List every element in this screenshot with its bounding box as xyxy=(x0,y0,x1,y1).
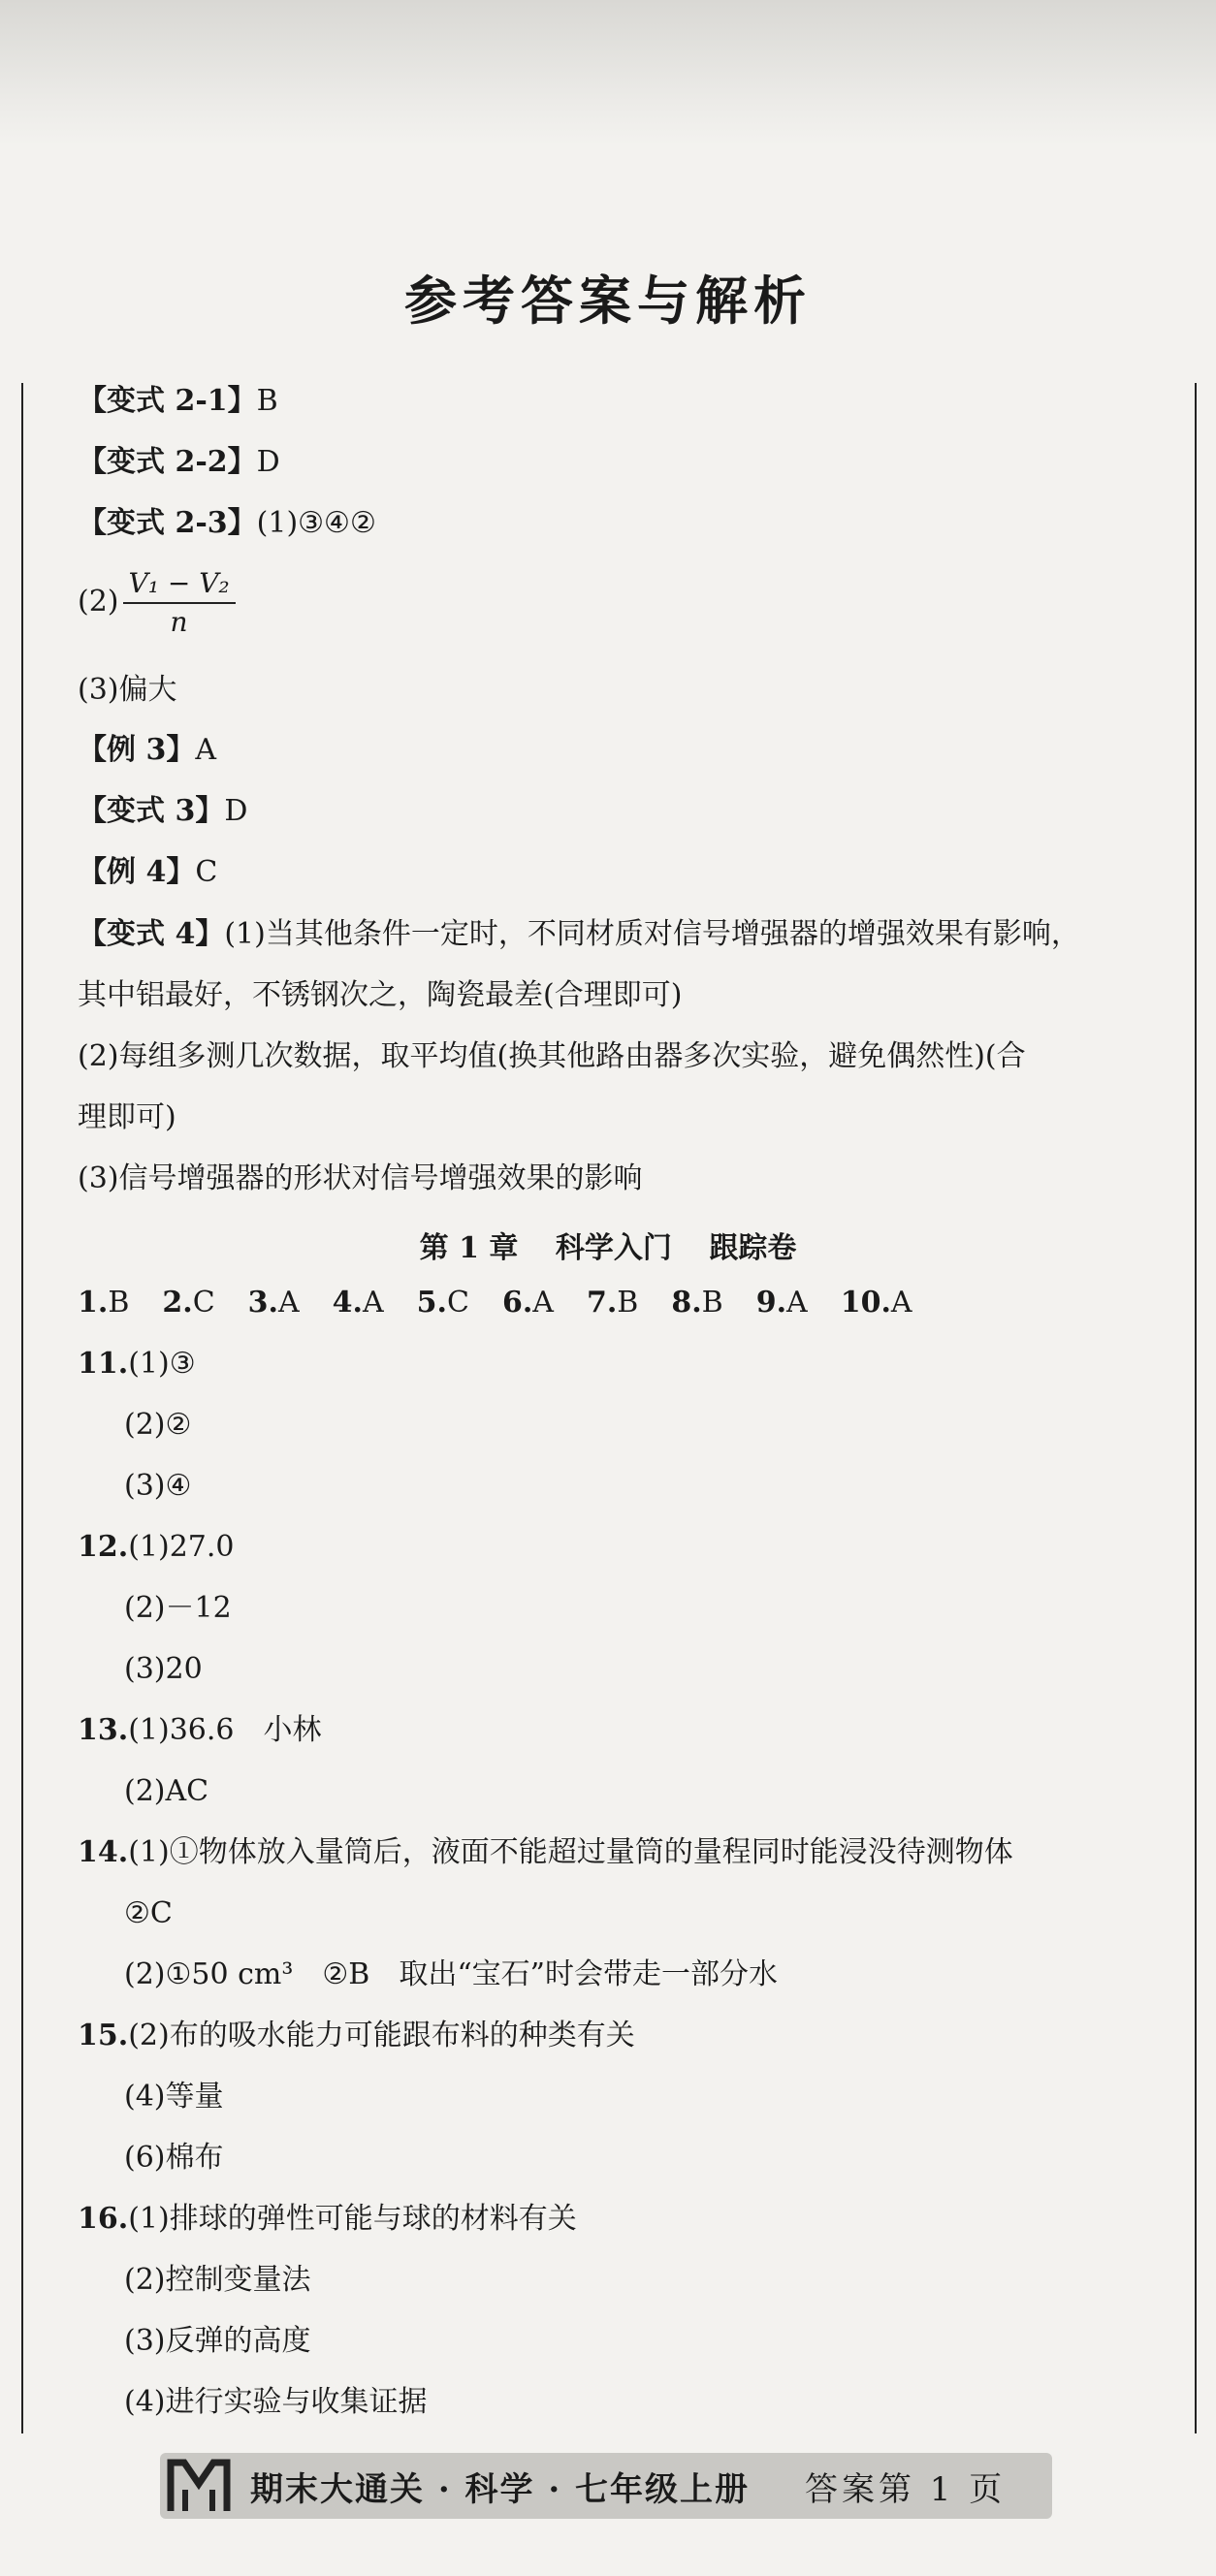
mc-answer xyxy=(671,1286,722,1320)
answer-text: (1)当其他条件一定时，不同材质对信号增强器的增强效果有影响， xyxy=(224,917,1080,951)
multiple-choice-answers xyxy=(78,1282,945,1324)
answer-text: 理即可) xyxy=(78,1100,176,1134)
answer-text: (2)AC xyxy=(124,1774,209,1808)
answer-text: (2)①50 cm³ ②B 取出“宝石”时会带走一部分水 xyxy=(124,1957,778,1991)
answer-label: 【变式 2-1】 xyxy=(78,384,257,418)
answer-text: D xyxy=(224,794,248,828)
book-logo-icon xyxy=(165,2455,233,2515)
answer-line xyxy=(78,974,682,1017)
answer-text: (2)控制变量法 xyxy=(124,2263,311,2297)
mc-answer xyxy=(417,1286,469,1320)
mc-number: 8. xyxy=(671,1286,702,1320)
answer-line xyxy=(78,729,216,772)
answer-line xyxy=(124,1404,191,1447)
question-number: 16. xyxy=(78,2202,129,2236)
answer-line xyxy=(78,2198,577,2241)
question-number: 15. xyxy=(78,2019,129,2052)
answer-line xyxy=(78,502,376,545)
mc-answer xyxy=(333,1286,384,1320)
mc-number: 10. xyxy=(840,1286,891,1320)
answer-text: (3)④ xyxy=(124,1469,192,1503)
section-name: 科学入门 xyxy=(555,1231,672,1265)
mc-number: 3. xyxy=(247,1286,278,1320)
answer-text: C xyxy=(195,855,218,889)
answer-text: (4)进行实验与收集证据 xyxy=(124,2385,428,2419)
answer-label: 【变式 4】 xyxy=(78,917,225,951)
left-margin-rule xyxy=(21,383,23,2433)
mc-choice: A xyxy=(532,1286,554,1320)
answer-line xyxy=(78,913,1080,956)
answer-text: 其中铝最好，不锈钢次之，陶瓷最差(合理即可) xyxy=(78,978,683,1012)
mc-answer xyxy=(162,1286,214,1320)
answer-line xyxy=(78,1709,322,1752)
answer-line xyxy=(78,790,247,833)
answer-line xyxy=(124,2137,224,2179)
answer-text: (1)③ xyxy=(128,1347,196,1381)
fraction-formula xyxy=(123,567,236,639)
answer-text: (3)20 xyxy=(124,1652,203,1686)
answer-text: A xyxy=(195,733,216,767)
answer-line xyxy=(78,1831,1013,1874)
mc-answer xyxy=(841,1286,912,1320)
answer-line xyxy=(78,441,280,484)
answer-text: (2)布的吸水能力可能跟布料的种类有关 xyxy=(128,2019,635,2052)
footer-book-title: 期末大通关 · 科学 · 七年级上册 xyxy=(250,2470,751,2509)
answer-line xyxy=(124,2259,311,2302)
answer-text: (1)36.6 小林 xyxy=(128,1713,322,1747)
answer-text: (3)偏大 xyxy=(78,673,177,707)
question-number: 11. xyxy=(78,1347,129,1381)
question-number: 12. xyxy=(78,1530,129,1564)
answer-line xyxy=(124,1892,173,1935)
answer-line xyxy=(124,2076,224,2118)
footer-page-label: 答案第 1 页 xyxy=(805,2470,1007,2509)
question-number: 14. xyxy=(78,1835,129,1869)
answer-line xyxy=(124,2320,311,2363)
mc-answer xyxy=(502,1286,554,1320)
answer-text: (6)棉布 xyxy=(124,2141,224,2175)
section-chapter: 第 1 章 xyxy=(419,1231,519,1265)
answer-text: B xyxy=(256,384,278,418)
answer-text: (4)等量 xyxy=(124,2080,224,2114)
answer-text: D xyxy=(256,445,280,479)
mc-number: 4. xyxy=(332,1286,363,1320)
mc-answer xyxy=(78,1286,129,1320)
answer-text: (1)27.0 xyxy=(128,1530,235,1564)
answer-text: (3)信号增强器的形状对信号增强效果的影响 xyxy=(78,1161,643,1195)
answer-line xyxy=(78,1158,643,1200)
question-number: 13. xyxy=(78,1713,129,1747)
mc-choice: B xyxy=(108,1286,130,1320)
mc-answer xyxy=(248,1286,300,1320)
mc-number: 1. xyxy=(78,1286,109,1320)
answer-label: 【例 4】 xyxy=(78,855,196,889)
answer-line xyxy=(78,669,177,712)
mc-answer xyxy=(756,1286,808,1320)
mc-choice: C xyxy=(447,1286,469,1320)
answer-label: 【变式 2-3】 xyxy=(78,506,257,540)
answer-line xyxy=(78,380,278,423)
answer-label: 【变式 3】 xyxy=(78,794,225,828)
answer-text: (3)反弹的高度 xyxy=(124,2324,311,2358)
right-margin-rule xyxy=(1195,383,1197,2433)
mc-choice: C xyxy=(192,1286,215,1320)
answer-line xyxy=(124,1465,191,1508)
mc-choice: A xyxy=(786,1286,808,1320)
answer-text: (2)每组多测几次数据，取平均值(换其他路由器多次实验，避免偶然性)(合 xyxy=(78,1039,1026,1073)
answer-text: (1)排球的弹性可能与球的材料有关 xyxy=(128,2202,577,2236)
answer-text: (2)－12 xyxy=(124,1591,232,1625)
answer-line xyxy=(78,2015,635,2057)
scan-top-shadow xyxy=(0,0,1216,145)
mc-number: 7. xyxy=(586,1286,618,1320)
answer-line xyxy=(78,1526,235,1569)
answer-line xyxy=(78,1035,1026,1078)
mc-number: 6. xyxy=(501,1286,533,1320)
answer-line xyxy=(78,851,217,894)
answer-text: ②C xyxy=(124,1896,173,1930)
section-heading xyxy=(0,1224,1216,1266)
answer-line xyxy=(124,1954,778,1996)
fraction-denominator: n xyxy=(170,606,188,638)
answer-text: (2) xyxy=(78,585,119,619)
fraction-numerator: V₁ − V₂ xyxy=(123,567,236,604)
mc-choice: B xyxy=(617,1286,639,1320)
mc-choice: B xyxy=(701,1286,723,1320)
mc-choice: A xyxy=(890,1286,912,1320)
answer-text: (1)①物体放入量筒后，液面不能超过量筒的量程同时能浸没待测物体 xyxy=(128,1835,1013,1869)
mc-number: 5. xyxy=(416,1286,447,1320)
answer-label: 【例 3】 xyxy=(78,733,196,767)
mc-number: 2. xyxy=(162,1286,193,1320)
answer-line xyxy=(124,1770,208,1813)
answer-line xyxy=(124,1648,203,1691)
mc-choice: A xyxy=(278,1286,300,1320)
answer-text: (1)③④② xyxy=(256,506,376,540)
answer-line xyxy=(78,567,236,639)
section-kind: 跟踪卷 xyxy=(709,1231,797,1265)
mc-number: 9. xyxy=(755,1286,787,1320)
answer-line xyxy=(78,1343,196,1385)
page-title: 参考答案与解析 xyxy=(404,270,812,332)
mc-choice: A xyxy=(363,1286,384,1320)
answer-text: (2)② xyxy=(124,1408,192,1442)
answer-line xyxy=(124,1587,232,1630)
mc-answer xyxy=(587,1286,638,1320)
answer-line xyxy=(78,1097,176,1139)
answer-label: 【变式 2-2】 xyxy=(78,445,257,479)
answer-line xyxy=(124,2381,428,2424)
